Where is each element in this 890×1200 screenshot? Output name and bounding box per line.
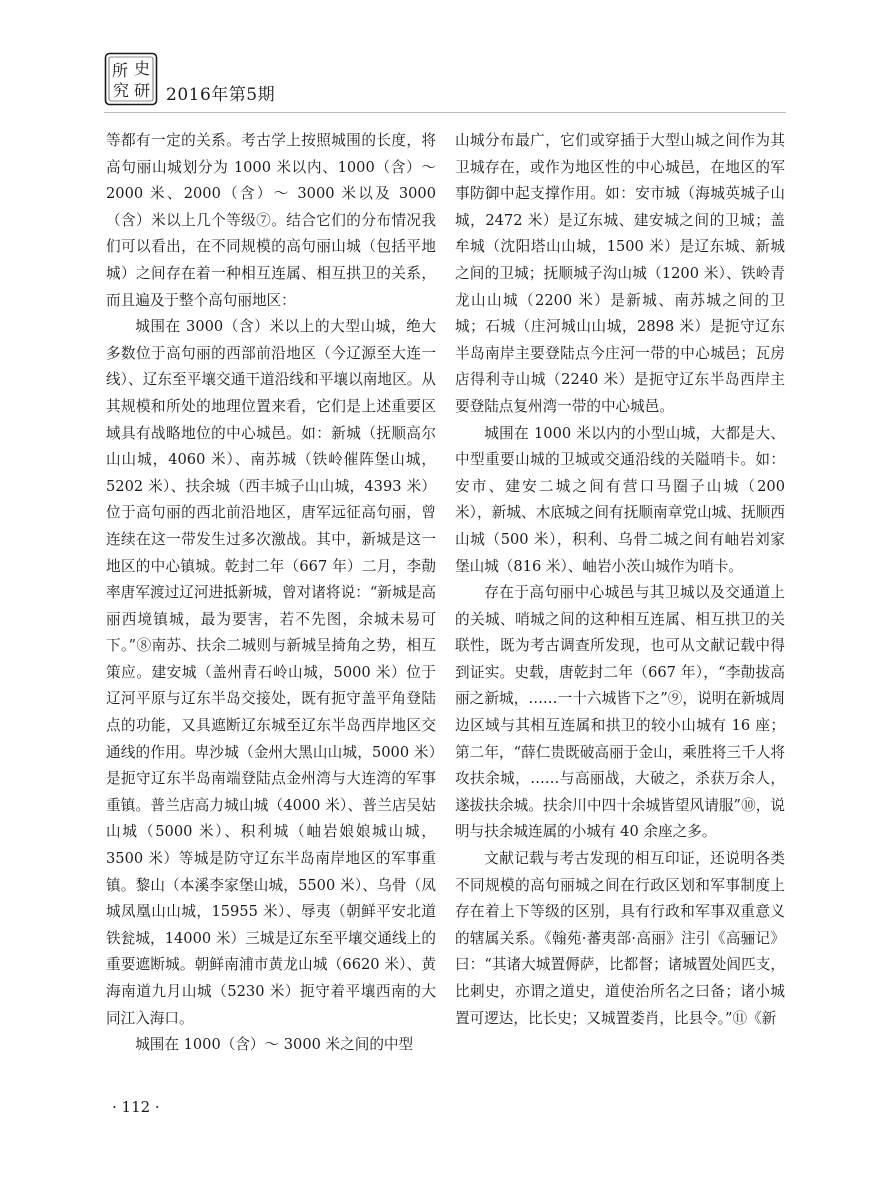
- paragraph: 城围在 1000 米以内的小型山城，大都是大、中型重要山城的卫城或交通沿线的关隘哨卡。如：安市、建安二城之间有营口马圈子山城（200 米），新城、木底城之间有抚顺南章党山城、抚顺西山城（500 米），积利、乌骨二城之间有岫岩刘家堡山城（816 米）、岫岩小茨山城作为哨卡。: [455, 424, 785, 575]
- svg-text:史: 史: [133, 59, 151, 78]
- paragraph: 等都有一定的关系。考古学上按照城围的长度，将高句丽山城划分为 1000 米以内、1000（含）～ 2000 米、2000（含）～ 3000 米以及 3000（含）米以上几个等级⑦。结合它们的分布情况我们可以看出，在不同规模的高句丽山城（包括平地城）之间存在着一种相互连属、相互拱卫的关系，而且遍及于整个高句丽地区：: [106, 132, 436, 309]
- paragraph: 文献记载与考古发现的相互印证，还说明各类不同规模的高句丽城之间在行政区划和军事制度上存在着上下等级的区别，具有行政和军事双重意义的辖属关系。《翰苑·蕃夷部·高丽》注引《高骊记》曰：“其诸大城置傉萨，比都督；诸城置处闾匹支，比刺史，亦谓之道史，道使治所名之曰备；诸小城置可逻达，比长史；又城置娄肖，比县令。”⑪《新: [455, 850, 785, 1027]
- paragraph: 城围在 1000（含）～ 3000 米之间的中型: [135, 1036, 414, 1054]
- right-text-column: [455, 128, 785, 1032]
- page-number: · 112 ·: [112, 1098, 160, 1116]
- left-text-column: [106, 128, 436, 1059]
- paragraph: 存在于高句丽中心城邑与其卫城以及交通道上的关城、哨城之间的这种相互连属、相互拱卫的关联性，既为考古调查所发现，也可从文献记载中得到证实。史载，唐乾封二年（667 年），“李勣拔高丽之新城，……一十六城皆下之”⑨，说明在新城周边区域与其相互连属和拱卫的较小山城有 16 座；第二年，“薛仁贵既破高丽于金山，乘胜将三千人将攻扶余城，……与高丽战，大破之，杀获万余人，遂拔扶余城。扶余川中四十余城皆望风请服”⑩，说明与扶余城连属的小城有 40 余座之多。: [455, 584, 785, 841]
- issue-label: 2016年第5期: [166, 85, 276, 105]
- svg-text:研: 研: [133, 81, 151, 100]
- page-header: [104, 52, 804, 108]
- paragraph: 城围在 3000（含）米以上的大型山城，绝大多数位于高句丽的西部前沿地区（今辽源至大连一线）、辽东至平壤交通干道沿线和平壤以南地区。从其规模和所处的地理位置来看，它们是上述重要区域具有战略地位的中心城邑。如：新城（抚顺高尔山山城，4060 米）、南苏城（铁岭催阵堡山城，5202 米）、扶余城（西丰城子山山城，4393 米）位于高句丽的西北前沿地区，唐军远征高句丽，曾连续在这一带发生过多次激战。其中，新城是这一地区的中心镇城。乾封二年（667 年）二月，李勣率唐军渡过辽河进抵新城，曾对诸将说：“新城是高丽西境镇城，最为要害，若不先图，余城未易可下。”⑧南苏、扶余二城则与新城呈掎角之势，相互策应。建安城（盖州青石岭山城，5000 米）位于辽河平原与辽东半岛交接处，既有扼守盖平角登陆点的功能，又具遮断辽东城至辽东半岛西岸地区交通线的作用。卑沙城（金州大黑山山城，5000 米）是扼守辽东半岛南端登陆点金州湾与大连湾的军事重镇。普兰店高力城山城（4000 米）、普兰店吴姑山城（5000 米）、积利城（岫岩娘娘城山城，3500 米）等城是防守辽东半岛南岸地区的军事重镇。黎山（本溪李家堡山城，5500 米）、乌骨（凤城凤凰山山城，15955 米）、辱夷（朝鲜平安北道铁瓮城，14000 米）三城是辽东至平壤交通线上的重要遮断城。朝鲜南浦市黄龙山城（6620 米）、黄海南道九月山城（5230 米）扼守着平壤西南的大同江入海口。: [106, 318, 436, 1027]
- header-divider: [104, 112, 786, 113]
- journal-logo: [104, 52, 158, 106]
- svg-text:所: 所: [111, 61, 129, 80]
- svg-text:究: 究: [112, 81, 130, 100]
- paragraph: 山城分布最广，它们或穿插于大型山城之间作为其卫城存在，或作为地区性的中心城邑，在地区的军事防御中起支撑作用。如：安市城（海城英城子山城，2472 米）是辽东城、建安城之间的卫城；盖牟城（沈阳塔山山城，1500 米）是辽东城、新城之间的卫城；抚顺城子沟山城（1200 米）、铁岭青龙山山城（2200 米）是新城、南苏城之间的卫城；石城（庄河城山山城，2898 米）是扼守辽东半岛南岸主要登陆点今庄河一带的中心城邑；瓦房店得利寺山城（2240 米）是扼守辽东半岛西岸主要登陆点复州湾一带的中心城邑。: [455, 132, 785, 415]
